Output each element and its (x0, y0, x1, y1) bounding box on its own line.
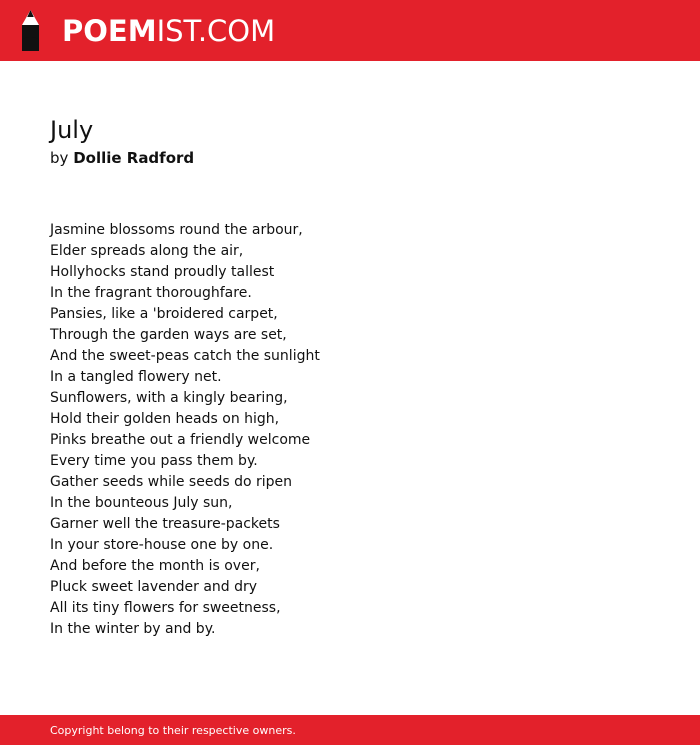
poem-line: Gather seeds while seeds do ripen (50, 474, 292, 490)
site-header (0, 0, 700, 61)
site-brand (62, 11, 275, 52)
poem-line: Through the garden ways are set, (50, 327, 287, 343)
poem-line: All its tiny flowers for sweetness, (50, 600, 281, 616)
pencil-tip-icon (18, 10, 43, 51)
poem-line: Pansies, like a 'broidered carpet, (50, 306, 278, 322)
brand-strong: POEM (62, 13, 157, 48)
poem-line: And before the month is over, (50, 558, 260, 574)
poem-line: In the fragrant thoroughfare. (50, 285, 252, 301)
poem-author: Dollie Radford (73, 149, 195, 167)
site-footer (0, 715, 700, 745)
poem-line: Pluck sweet lavender and dry (50, 579, 258, 595)
poem-line: In the bounteous July sun, (50, 495, 233, 511)
poem-title: July (50, 116, 94, 144)
poem-line: Jasmine blossoms round the arbour, (50, 222, 303, 238)
poem-line: In a tangled flowery net. (50, 369, 222, 385)
poem-line: Every time you pass them by. (50, 453, 258, 469)
copyright-text: Copyright belong to their respective owners. (50, 724, 296, 737)
poem-line: Pinks breathe out a friendly welcome (50, 432, 311, 448)
poem-line: And the sweet-peas catch the sunlight (50, 348, 320, 364)
poem-line: Hollyhocks stand proudly tallest (50, 264, 275, 280)
by-label: by (50, 149, 69, 167)
poem-text (50, 220, 650, 640)
poem-line: Hold their golden heads on high, (50, 411, 280, 427)
poem-line: In the winter by and by. (50, 621, 216, 637)
poem-line: In your store-house one by one. (50, 537, 274, 553)
brand-light: IST.COM (156, 13, 276, 48)
site-logo-link[interactable] (18, 10, 275, 51)
poem-line: Sunflowers, with a kingly bearing, (50, 390, 288, 406)
poem-byline (50, 148, 650, 169)
poem-line: Elder spreads along the air, (50, 243, 244, 259)
poem-line: Garner well the treasure-packets (50, 516, 280, 532)
poem-content (50, 113, 650, 640)
